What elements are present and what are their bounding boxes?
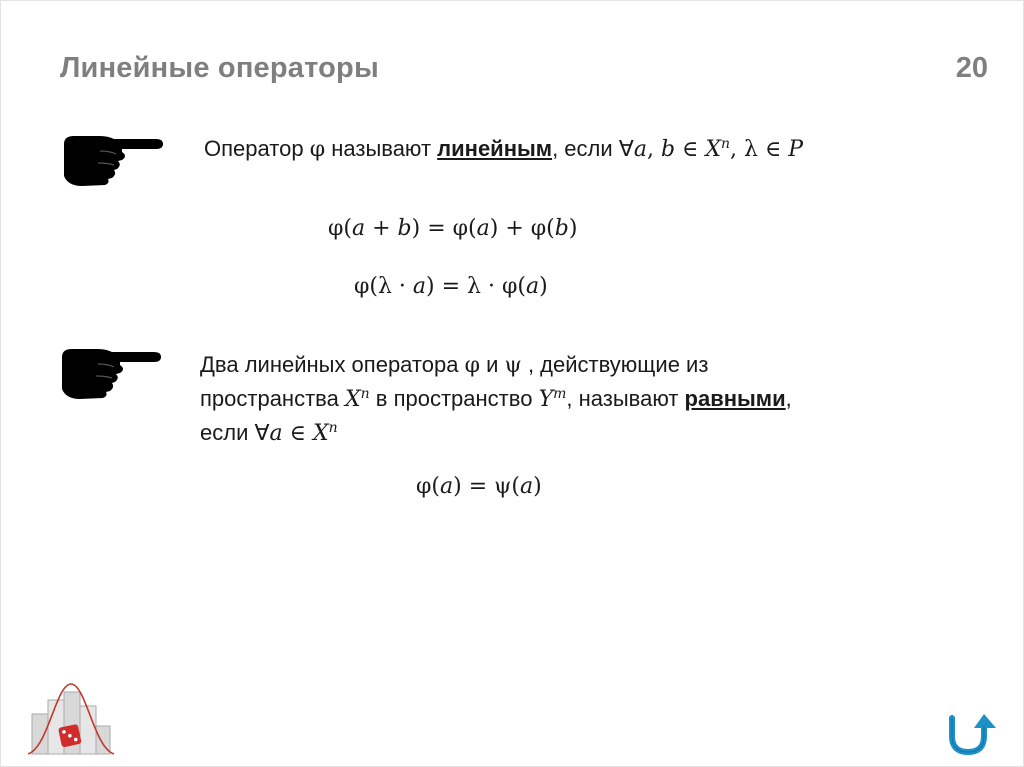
- in-symbol: ∈: [682, 137, 699, 162]
- def1-called: называют: [331, 136, 432, 161]
- term-linear: линейным: [437, 136, 553, 161]
- slide-number: 20: [955, 52, 988, 84]
- definition-linear: [204, 132, 803, 166]
- normal-distribution-dice-logo: [28, 678, 114, 762]
- formula-equality: φ(a) = ψ(a): [416, 474, 542, 499]
- def2-line3: если ∀a ∈ $X^n$: [200, 420, 338, 446]
- term-equal: равными: [684, 386, 786, 411]
- def2-line2: пространства $X^n$ в пространство $Y^m$, называют равными,: [200, 386, 792, 412]
- formula-additivity: φ(a + b) = φ(a) + φ(b): [328, 216, 578, 241]
- definition-equal: [200, 348, 940, 450]
- def2-line1: Два линейных оператора φ и ψ , действующие из: [200, 352, 709, 378]
- u-turn-arrow-icon[interactable]: [944, 712, 1000, 760]
- def1-lead: Оператор: [204, 136, 304, 161]
- pointing-hand-icon: [60, 130, 164, 188]
- psi-symbol: ψ: [504, 353, 522, 378]
- var-a: a: [633, 137, 647, 162]
- def1-tail: , λ ∈: [730, 137, 782, 162]
- space-X: X: [705, 137, 721, 162]
- def1-if: , если ∀: [552, 136, 634, 161]
- space-X: X: [344, 387, 361, 412]
- phi-symbol: φ: [464, 353, 480, 378]
- field-P: P: [788, 137, 804, 162]
- exp-n: n: [721, 136, 731, 152]
- slide-title: Линейные операторы: [60, 52, 379, 84]
- var-b: b: [660, 137, 676, 162]
- phi-symbol: φ: [309, 137, 326, 162]
- pointing-hand-icon: [58, 343, 162, 401]
- space-Y: Y: [538, 387, 554, 412]
- comma: ,: [646, 137, 654, 162]
- formula-homogeneity: φ(λ · a) = λ · φ(a): [354, 274, 548, 299]
